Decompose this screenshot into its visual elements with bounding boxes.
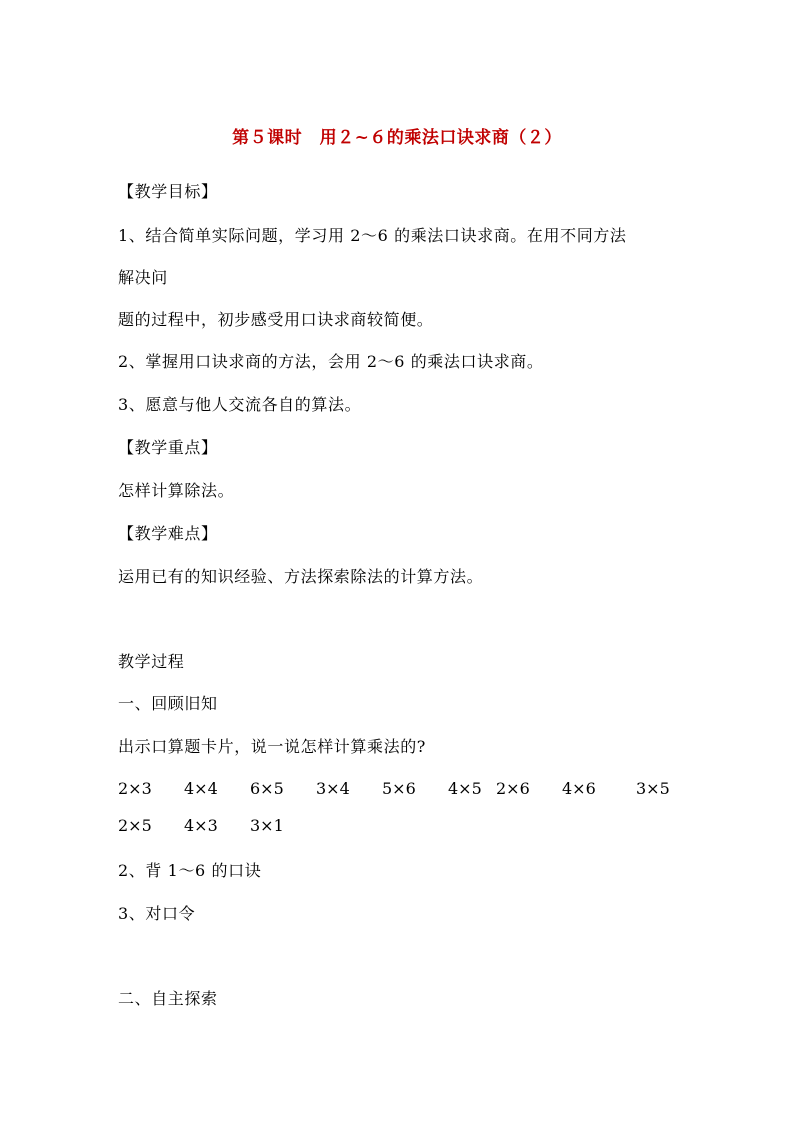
section-1-prompt: 出示口算题卡片，说一说怎样计算乘法的? <box>118 737 426 756</box>
lesson-title: 第５课时 用２~６的乘法口诀求商（２） <box>232 128 562 148</box>
objective-1-line-2: 解决问 <box>118 268 168 287</box>
step-2: 2、背 1～6 的口诀 <box>118 861 262 880</box>
calc-item: 4×6 <box>562 779 596 798</box>
calc-item: 3×4 <box>316 779 350 798</box>
calc-item: 5×6 <box>382 779 416 798</box>
objective-3: 3、愿意与他人交流各自的算法。 <box>118 395 362 414</box>
section-1-heading: 一、回顾旧知 <box>118 694 218 713</box>
key-points-heading: 【教学重点】 <box>118 438 218 457</box>
calc-item: 2×6 <box>496 779 530 798</box>
objective-1-line-1: 1、结合简单实际问题，学习用 2～6 的乘法口诀求商。在用不同方法 <box>118 226 627 245</box>
process-heading: 教学过程 <box>118 652 185 671</box>
calc-item: 2×3 <box>118 779 152 798</box>
step-3: 3、对口令 <box>118 904 196 923</box>
objective-1-line-3: 题的过程中，初步感受用口诀求商较简便。 <box>118 310 434 329</box>
calc-item: 3×5 <box>636 779 670 798</box>
objective-2: 2、掌握用口诀求商的方法，会用 2～6 的乘法口诀求商。 <box>118 352 544 371</box>
key-points-text: 怎样计算除法。 <box>118 481 235 500</box>
calc-item: 2×5 <box>118 816 152 835</box>
difficulties-text: 运用已有的知识经验、方法探索除法的计算方法。 <box>118 567 484 586</box>
objectives-heading: 【教学目标】 <box>118 182 218 201</box>
calc-item: 4×4 <box>184 779 218 798</box>
calc-item: 4×5 <box>448 779 482 798</box>
difficulties-heading: 【教学难点】 <box>118 524 218 543</box>
calc-item: 6×5 <box>250 779 284 798</box>
section-2-heading: 二、自主探索 <box>118 989 218 1008</box>
calc-item: 3×1 <box>250 816 284 835</box>
calc-item: 4×3 <box>184 816 218 835</box>
